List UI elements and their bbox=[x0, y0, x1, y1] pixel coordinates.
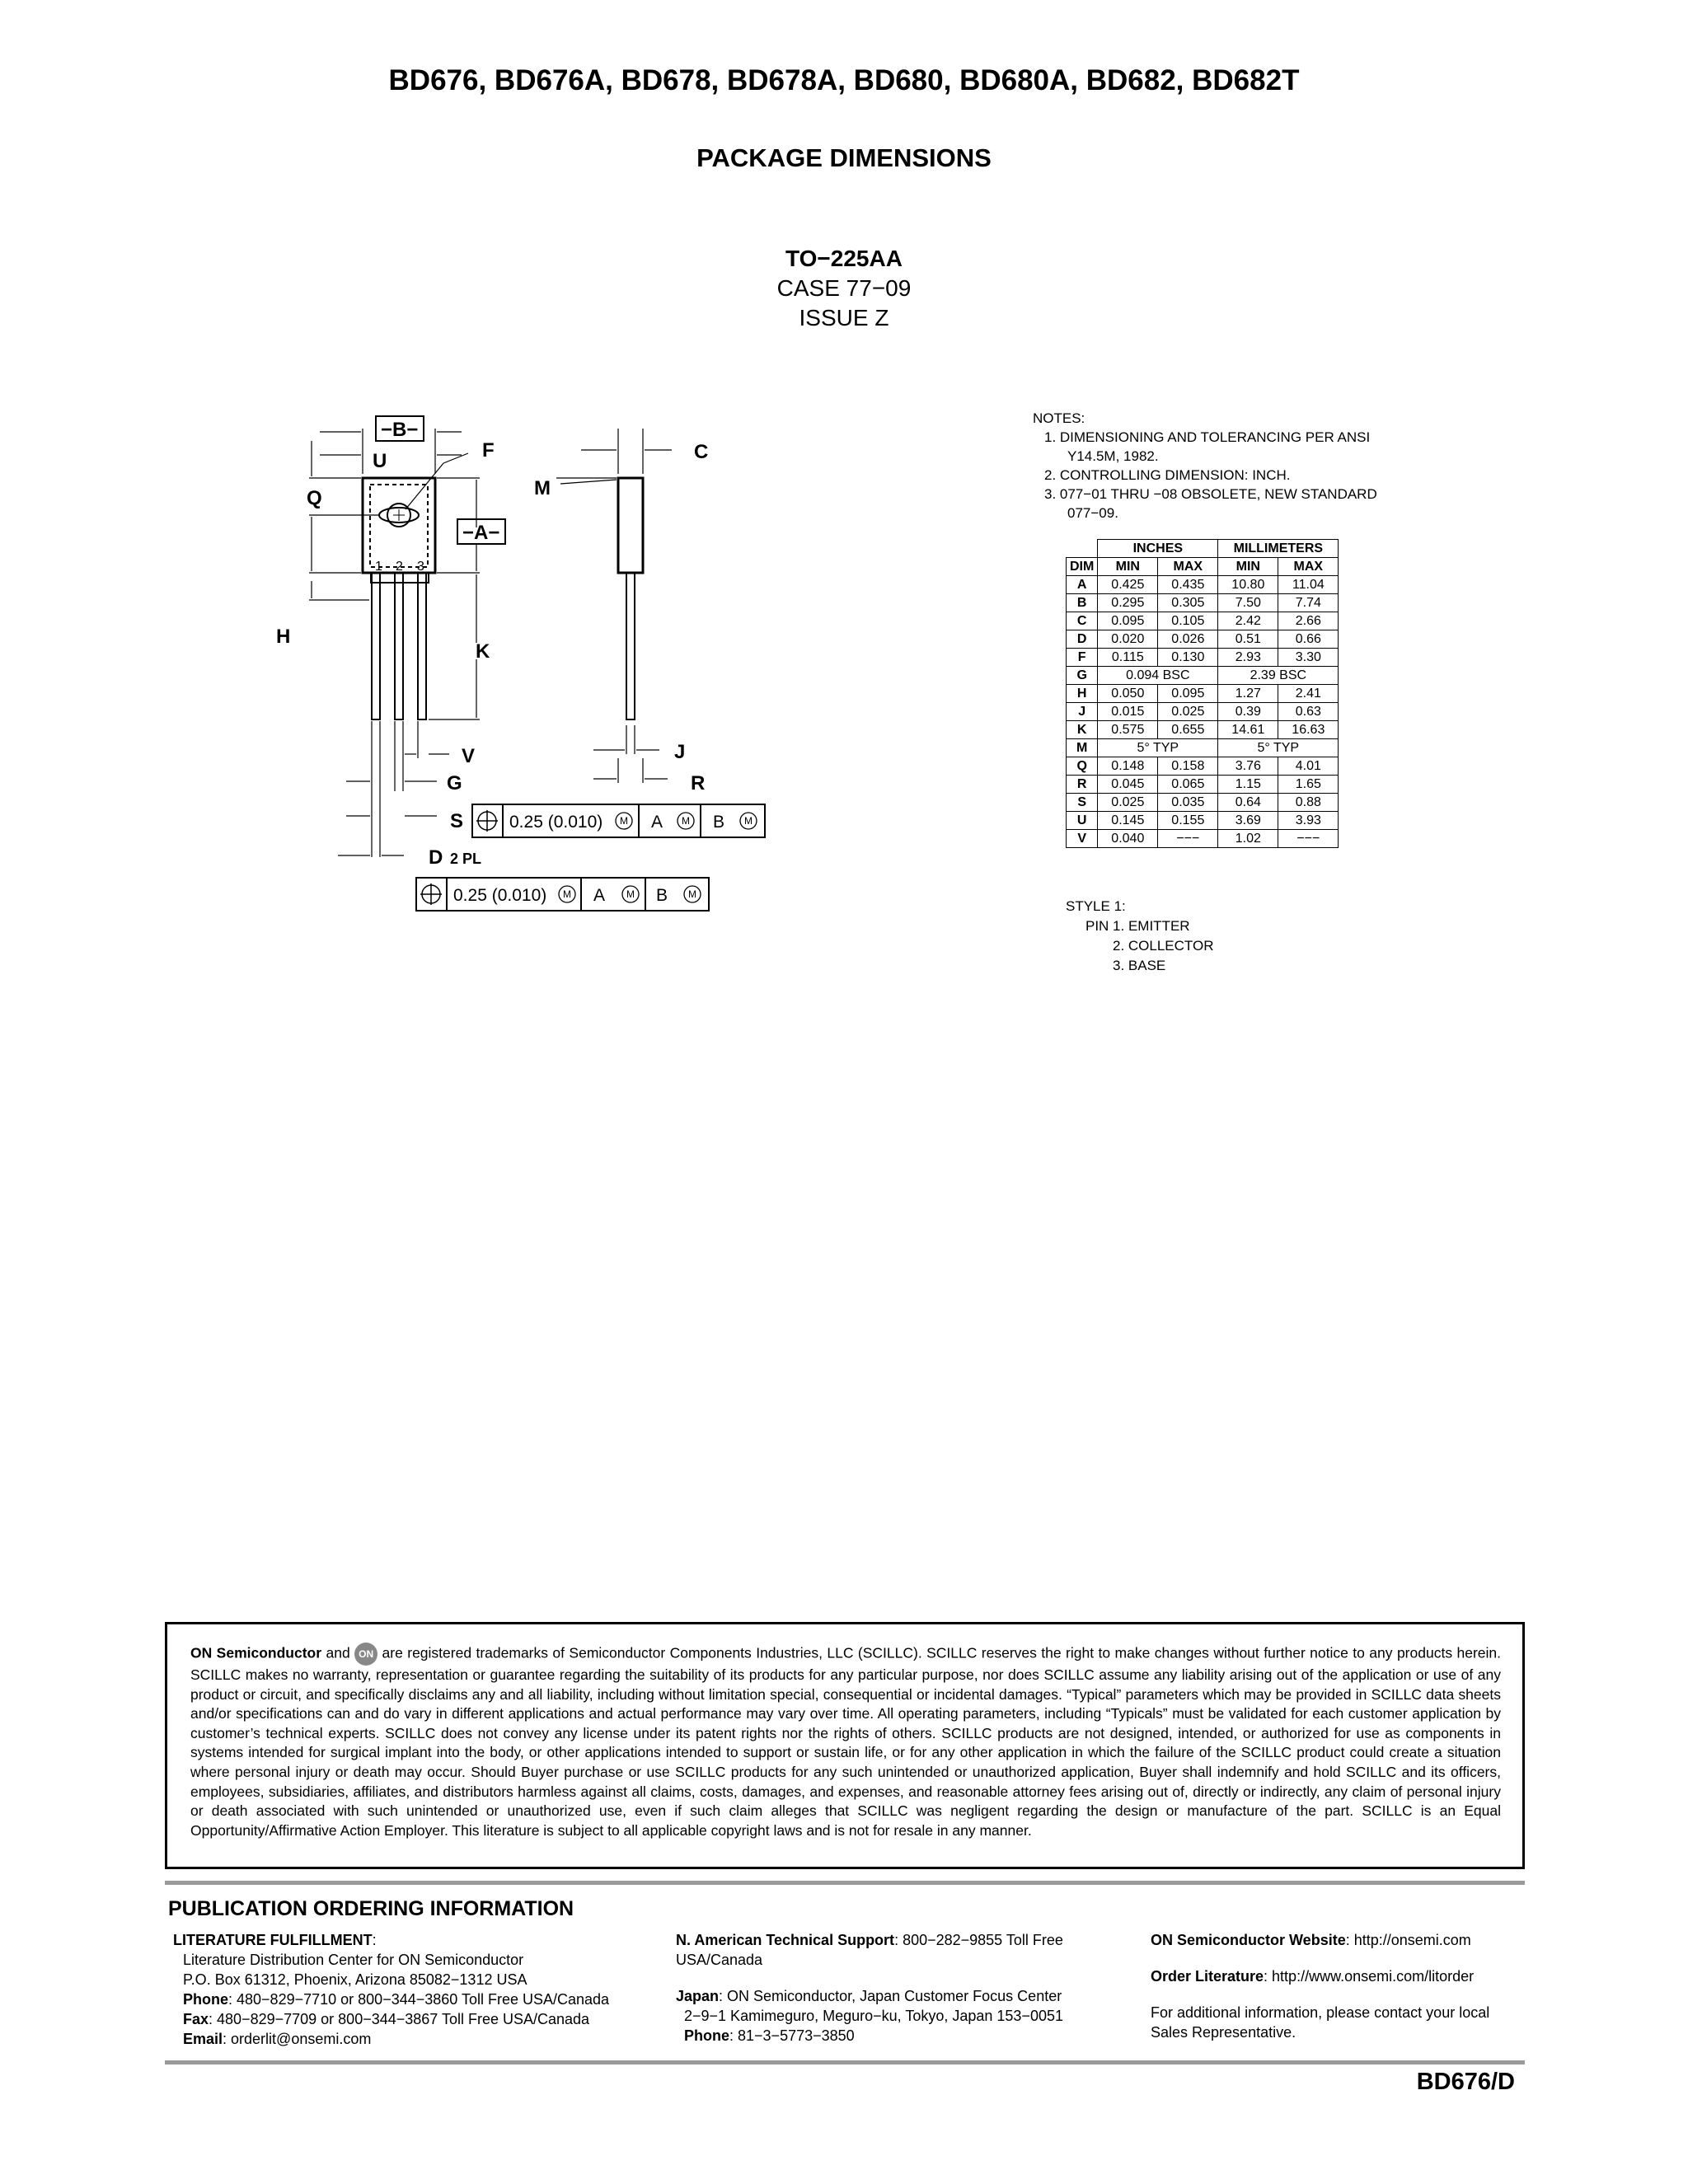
table-row bbox=[1067, 594, 1339, 612]
dim-h-label: H bbox=[276, 626, 291, 648]
table-cell: D bbox=[1067, 630, 1098, 649]
table-row bbox=[1067, 576, 1339, 594]
table-row bbox=[1067, 830, 1339, 848]
notes-heading: NOTES: bbox=[1033, 410, 1085, 426]
style-pin-1: PIN 1. EMITTER bbox=[1085, 918, 1190, 934]
lit-line-2: P.O. Box 61312, Phoenix, Arizona 85082−1312 USA bbox=[183, 1971, 528, 1988]
table-cell: 3.93 bbox=[1278, 812, 1339, 830]
table-row bbox=[1067, 703, 1339, 721]
fcf1-tolerance: 0.25 (0.010) bbox=[509, 813, 603, 832]
fcf1-datum-b: B bbox=[713, 813, 725, 832]
table-cell: C bbox=[1067, 612, 1098, 630]
header-inches: INCHES bbox=[1098, 540, 1218, 558]
table-cell: 0.045 bbox=[1098, 776, 1158, 794]
table-cell: A bbox=[1067, 576, 1098, 594]
japan-label: Japan bbox=[676, 1988, 720, 2004]
divider-top bbox=[165, 1881, 1525, 1885]
datum-a-label: −A− bbox=[462, 522, 500, 544]
dimension-table bbox=[1066, 539, 1339, 848]
dimension-table-body bbox=[1067, 576, 1339, 848]
table-cell: 2.41 bbox=[1278, 685, 1339, 703]
table-cell: V bbox=[1067, 830, 1098, 848]
header-in-min: MIN bbox=[1098, 558, 1158, 576]
table-cell: 0.66 bbox=[1278, 630, 1339, 649]
note-1-cont: Y14.5M, 1982. bbox=[1067, 448, 1159, 464]
table-cell: 2.93 bbox=[1218, 649, 1278, 667]
table-cell: 0.155 bbox=[1158, 812, 1218, 830]
pin-3-label: 3 bbox=[417, 560, 424, 574]
table-cell: K bbox=[1067, 721, 1098, 739]
dim-d-suffix: 2 PL bbox=[450, 851, 482, 867]
table-cell: B bbox=[1067, 594, 1098, 612]
notes-block bbox=[1033, 409, 1377, 523]
table-cell: 0.39 bbox=[1218, 703, 1278, 721]
fcf2-datum-a: A bbox=[593, 886, 606, 905]
lit-label: LITERATURE FULFILLMENT bbox=[173, 1932, 373, 1948]
table-cell: 0.64 bbox=[1218, 794, 1278, 812]
publication-heading: PUBLICATION ORDERING INFORMATION bbox=[168, 1897, 574, 1920]
na-support-label: N. American Technical Support bbox=[676, 1932, 895, 1948]
table-row bbox=[1067, 812, 1339, 830]
note-3-cont: 077−09. bbox=[1067, 505, 1118, 521]
table-cell: 0.88 bbox=[1278, 794, 1339, 812]
page-title: BD676, BD676A, BD678, BD678A, BD680, BD680A, BD682, BD682T bbox=[388, 64, 1300, 96]
section-title: PACKAGE DIMENSIONS bbox=[696, 143, 992, 172]
table-cell: 0.295 bbox=[1098, 594, 1158, 612]
package-info bbox=[0, 244, 1688, 333]
table-row bbox=[1067, 739, 1339, 757]
table-row bbox=[1067, 649, 1339, 667]
lit-phone: : 480−829−7710 or 800−344−3860 Toll Free USA/Canada bbox=[228, 1991, 610, 2008]
brand-name: ON Semiconductor bbox=[190, 1644, 322, 1661]
table-cell: 0.158 bbox=[1158, 757, 1218, 776]
fcf2-mod-b: M bbox=[626, 888, 635, 900]
table-cell: 14.61 bbox=[1218, 721, 1278, 739]
header-mm-min: MIN bbox=[1218, 558, 1278, 576]
table-cell: 5° TYP bbox=[1098, 739, 1218, 757]
table-row bbox=[1067, 630, 1339, 649]
disclaimer-and: and bbox=[321, 1644, 355, 1661]
lit-email: : orderlit@onsemi.com bbox=[223, 2031, 372, 2047]
header-mm-max: MAX bbox=[1278, 558, 1339, 576]
disclaimer-text: are registered trademarks of Semiconductor Components Industries, LLC (SCILLC). SCILLC reserves the right to make changes without further notice to any products herein. SCILLC makes no warranty, representation or guarantee regarding the suitability of its products for any particular purpose, nor does SCILLC assume any liability arising out of the application or use of any product or circuit, and specifically disclaims any and all liability, including without limitation special, consequential or incidental damages. “Typical” parameters which may be provided in SCILLC data sheets and/or specifications can and do vary in different applications and actual performance may vary over time. All operating parameters, including “Typicals” must be validated for each customer application by customer’s technical experts. SCILLC does not convey any license under its patent rights nor the rights of others. SCILLC products are not designed, intended, or authorized for use as components in systems intended for surgical implant into the body, or other applications intended to support or sustain life, or for any other application in which the failure of the SCILLC product could create a situation where personal injury or death may occur. Should Buyer purchase or use SCILLC products for any such unintended or unauthorized application, Buyer shall indemnify and hold SCILLC and its officers, employees, subsidiaries, affiliates, and distributors harmless against all claims, costs, damages, and expenses, and reasonable attorney fees arising out of, directly or indirectly, any claim of personal injury or death associated with such unintended or unauthorized use, even if such claim alleges that SCILLC was negligent regarding the design or manufacture of the part. SCILLC is an Equal Opportunity/Affirmative Action Employer. This literature is subject to all applicable copyright laws and is not for resale in any manner. bbox=[190, 1644, 1501, 1839]
dim-m-label: M bbox=[534, 477, 551, 499]
table-row bbox=[1067, 776, 1339, 794]
table-cell: 1.27 bbox=[1218, 685, 1278, 703]
literature-column: LITERATURE FULFILLMENT: Literature Distribution Center for ON Semiconductor P.O. Box 61312, Phoenix, Arizona 85082−1312 USA Phone: 480−829−7710 or 800−344−3860 Toll Free USA/Canada Fax: 480−829−7709 or 800−344−3867 Toll Free USA/Canada Email: orderlit@onsemi.com bbox=[173, 1930, 668, 2049]
dim-v-label: V bbox=[462, 745, 476, 767]
lit-phone-label: Phone bbox=[183, 1991, 229, 2008]
table-cell: U bbox=[1067, 812, 1098, 830]
style-pin-2: 2. COLLECTOR bbox=[1113, 938, 1214, 954]
support-column bbox=[676, 1930, 1121, 2046]
table-cell: 11.04 bbox=[1278, 576, 1339, 594]
table-cell: 3.30 bbox=[1278, 649, 1339, 667]
header-millimeters: MILLIMETERS bbox=[1218, 540, 1339, 558]
table-cell: 16.63 bbox=[1278, 721, 1339, 739]
fcf1-mod-a: M bbox=[620, 815, 628, 827]
fcf1-datum-a: A bbox=[651, 813, 663, 832]
additional-info: For additional information, please contact your local Sales Representative. bbox=[1151, 2004, 1490, 2041]
table-cell: 0.025 bbox=[1158, 703, 1218, 721]
table-cell: 2.42 bbox=[1218, 612, 1278, 630]
japan-phone: : 81−3−5773−3850 bbox=[729, 2027, 855, 2044]
note-2: 2. CONTROLLING DIMENSION: INCH. bbox=[1044, 467, 1291, 483]
legal-disclaimer bbox=[165, 1622, 1525, 1869]
web-column bbox=[1151, 1930, 1522, 2042]
package-case: CASE 77−09 bbox=[776, 275, 912, 301]
fcf2-datum-b: B bbox=[656, 886, 668, 905]
table-cell: 1.02 bbox=[1218, 830, 1278, 848]
fcf1-mod-c: M bbox=[744, 815, 753, 827]
style-heading: STYLE 1: bbox=[1066, 898, 1126, 914]
table-cell: 2.66 bbox=[1278, 612, 1339, 630]
table-cell: R bbox=[1067, 776, 1098, 794]
table-cell: 0.105 bbox=[1158, 612, 1218, 630]
na-support: : 800−282−9855 Toll Free USA/Canada bbox=[676, 1932, 1063, 1968]
header-in-max: MAX bbox=[1158, 558, 1218, 576]
table-cell: 0.025 bbox=[1098, 794, 1158, 812]
table-cell: 0.425 bbox=[1098, 576, 1158, 594]
table-cell: 0.115 bbox=[1098, 649, 1158, 667]
fcf2-tolerance: 0.25 (0.010) bbox=[453, 886, 547, 905]
pin-1-label: 1 bbox=[375, 560, 382, 574]
website[interactable]: : http://onsemi.com bbox=[1345, 1932, 1471, 1948]
table-cell: 7.74 bbox=[1278, 594, 1339, 612]
table-cell: −−− bbox=[1278, 830, 1339, 848]
package-drawing bbox=[264, 404, 808, 923]
dim-q-label: Q bbox=[307, 487, 322, 509]
table-cell: 10.80 bbox=[1218, 576, 1278, 594]
dim-j-label: J bbox=[674, 741, 686, 763]
table-cell: 1.15 bbox=[1218, 776, 1278, 794]
table-row bbox=[1067, 612, 1339, 630]
dim-g-label: G bbox=[447, 772, 462, 794]
website-label: ON Semiconductor Website bbox=[1151, 1932, 1346, 1948]
table-cell: M bbox=[1067, 739, 1098, 757]
lit-fax: : 480−829−7709 or 800−344−3867 Toll Free USA/Canada bbox=[209, 2011, 590, 2027]
dim-r-label: R bbox=[691, 772, 706, 794]
order-lit-link[interactable]: : http://www.onsemi.com/litorder bbox=[1264, 1968, 1475, 1985]
lit-email-label: Email bbox=[183, 2031, 223, 2047]
dim-d-label: D bbox=[429, 846, 443, 869]
table-cell: 0.040 bbox=[1098, 830, 1158, 848]
table-row bbox=[1067, 685, 1339, 703]
style-block bbox=[1066, 897, 1214, 976]
table-cell: 0.148 bbox=[1098, 757, 1158, 776]
table-cell: 0.026 bbox=[1158, 630, 1218, 649]
table-row bbox=[1067, 667, 1339, 685]
table-cell: 3.69 bbox=[1218, 812, 1278, 830]
style-pin-3: 3. BASE bbox=[1113, 958, 1166, 973]
table-row bbox=[1067, 757, 1339, 776]
order-lit-label: Order Literature bbox=[1151, 1968, 1264, 1985]
divider-bottom bbox=[165, 2060, 1525, 2064]
document-id: BD676/D bbox=[1416, 2069, 1515, 2095]
table-cell: 0.095 bbox=[1158, 685, 1218, 703]
table-cell: 0.095 bbox=[1098, 612, 1158, 630]
japan-address: 2−9−1 Kamimeguro, Meguro−ku, Tokyo, Japan 153−0051 bbox=[684, 2008, 1063, 2024]
lit-line-1: Literature Distribution Center for ON Semiconductor bbox=[183, 1952, 524, 1968]
table-cell: 0.130 bbox=[1158, 649, 1218, 667]
note-1: 1. DIMENSIONING AND TOLERANCING PER ANSI bbox=[1044, 429, 1371, 445]
table-cell: Q bbox=[1067, 757, 1098, 776]
table-cell: 1.65 bbox=[1278, 776, 1339, 794]
table-cell: 0.035 bbox=[1158, 794, 1218, 812]
table-cell: 0.63 bbox=[1278, 703, 1339, 721]
package-issue: ISSUE Z bbox=[799, 305, 889, 330]
table-cell: H bbox=[1067, 685, 1098, 703]
lit-fax-label: Fax bbox=[183, 2011, 209, 2027]
table-cell: −−− bbox=[1158, 830, 1218, 848]
fcf1-mod-b: M bbox=[682, 815, 690, 827]
table-cell: 0.094 BSC bbox=[1098, 667, 1218, 685]
table-cell: 0.51 bbox=[1218, 630, 1278, 649]
dim-s-label: S bbox=[450, 810, 464, 832]
table-cell: 4.01 bbox=[1278, 757, 1339, 776]
table-cell: 0.435 bbox=[1158, 576, 1218, 594]
pin-2-label: 2 bbox=[396, 560, 403, 574]
table-row bbox=[1067, 794, 1339, 812]
table-cell: 0.050 bbox=[1098, 685, 1158, 703]
table-cell: 0.575 bbox=[1098, 721, 1158, 739]
dim-f-label: F bbox=[482, 439, 495, 462]
table-cell: 2.39 BSC bbox=[1218, 667, 1339, 685]
table-cell: 3.76 bbox=[1218, 757, 1278, 776]
table-cell: 7.50 bbox=[1218, 594, 1278, 612]
table-cell: F bbox=[1067, 649, 1098, 667]
table-cell: 0.655 bbox=[1158, 721, 1218, 739]
table-cell: 0.020 bbox=[1098, 630, 1158, 649]
package-name: TO−225AA bbox=[785, 246, 903, 271]
japan-info: : ON Semiconductor, Japan Customer Focus Center bbox=[719, 1988, 1062, 2004]
table-cell: J bbox=[1067, 703, 1098, 721]
table-cell: G bbox=[1067, 667, 1098, 685]
fcf2-mod-c: M bbox=[688, 888, 696, 900]
fcf2-mod-a: M bbox=[563, 888, 571, 900]
japan-phone-label: Phone bbox=[684, 2027, 730, 2044]
table-cell: 0.015 bbox=[1098, 703, 1158, 721]
table-cell: 0.305 bbox=[1158, 594, 1218, 612]
header-dim: DIM bbox=[1067, 558, 1098, 576]
table-row bbox=[1067, 721, 1339, 739]
table-cell: 0.065 bbox=[1158, 776, 1218, 794]
table-cell: S bbox=[1067, 794, 1098, 812]
note-3: 3. 077−01 THRU −08 OBSOLETE, NEW STANDARD bbox=[1044, 486, 1377, 502]
table-cell: 0.145 bbox=[1098, 812, 1158, 830]
datum-b-label: −B− bbox=[381, 419, 419, 441]
dim-u-label: U bbox=[373, 450, 387, 472]
table-cell: 5° TYP bbox=[1218, 739, 1339, 757]
dim-c-label: C bbox=[694, 441, 709, 463]
dim-k-label: K bbox=[476, 640, 490, 663]
on-logo-icon: ON bbox=[354, 1643, 377, 1666]
